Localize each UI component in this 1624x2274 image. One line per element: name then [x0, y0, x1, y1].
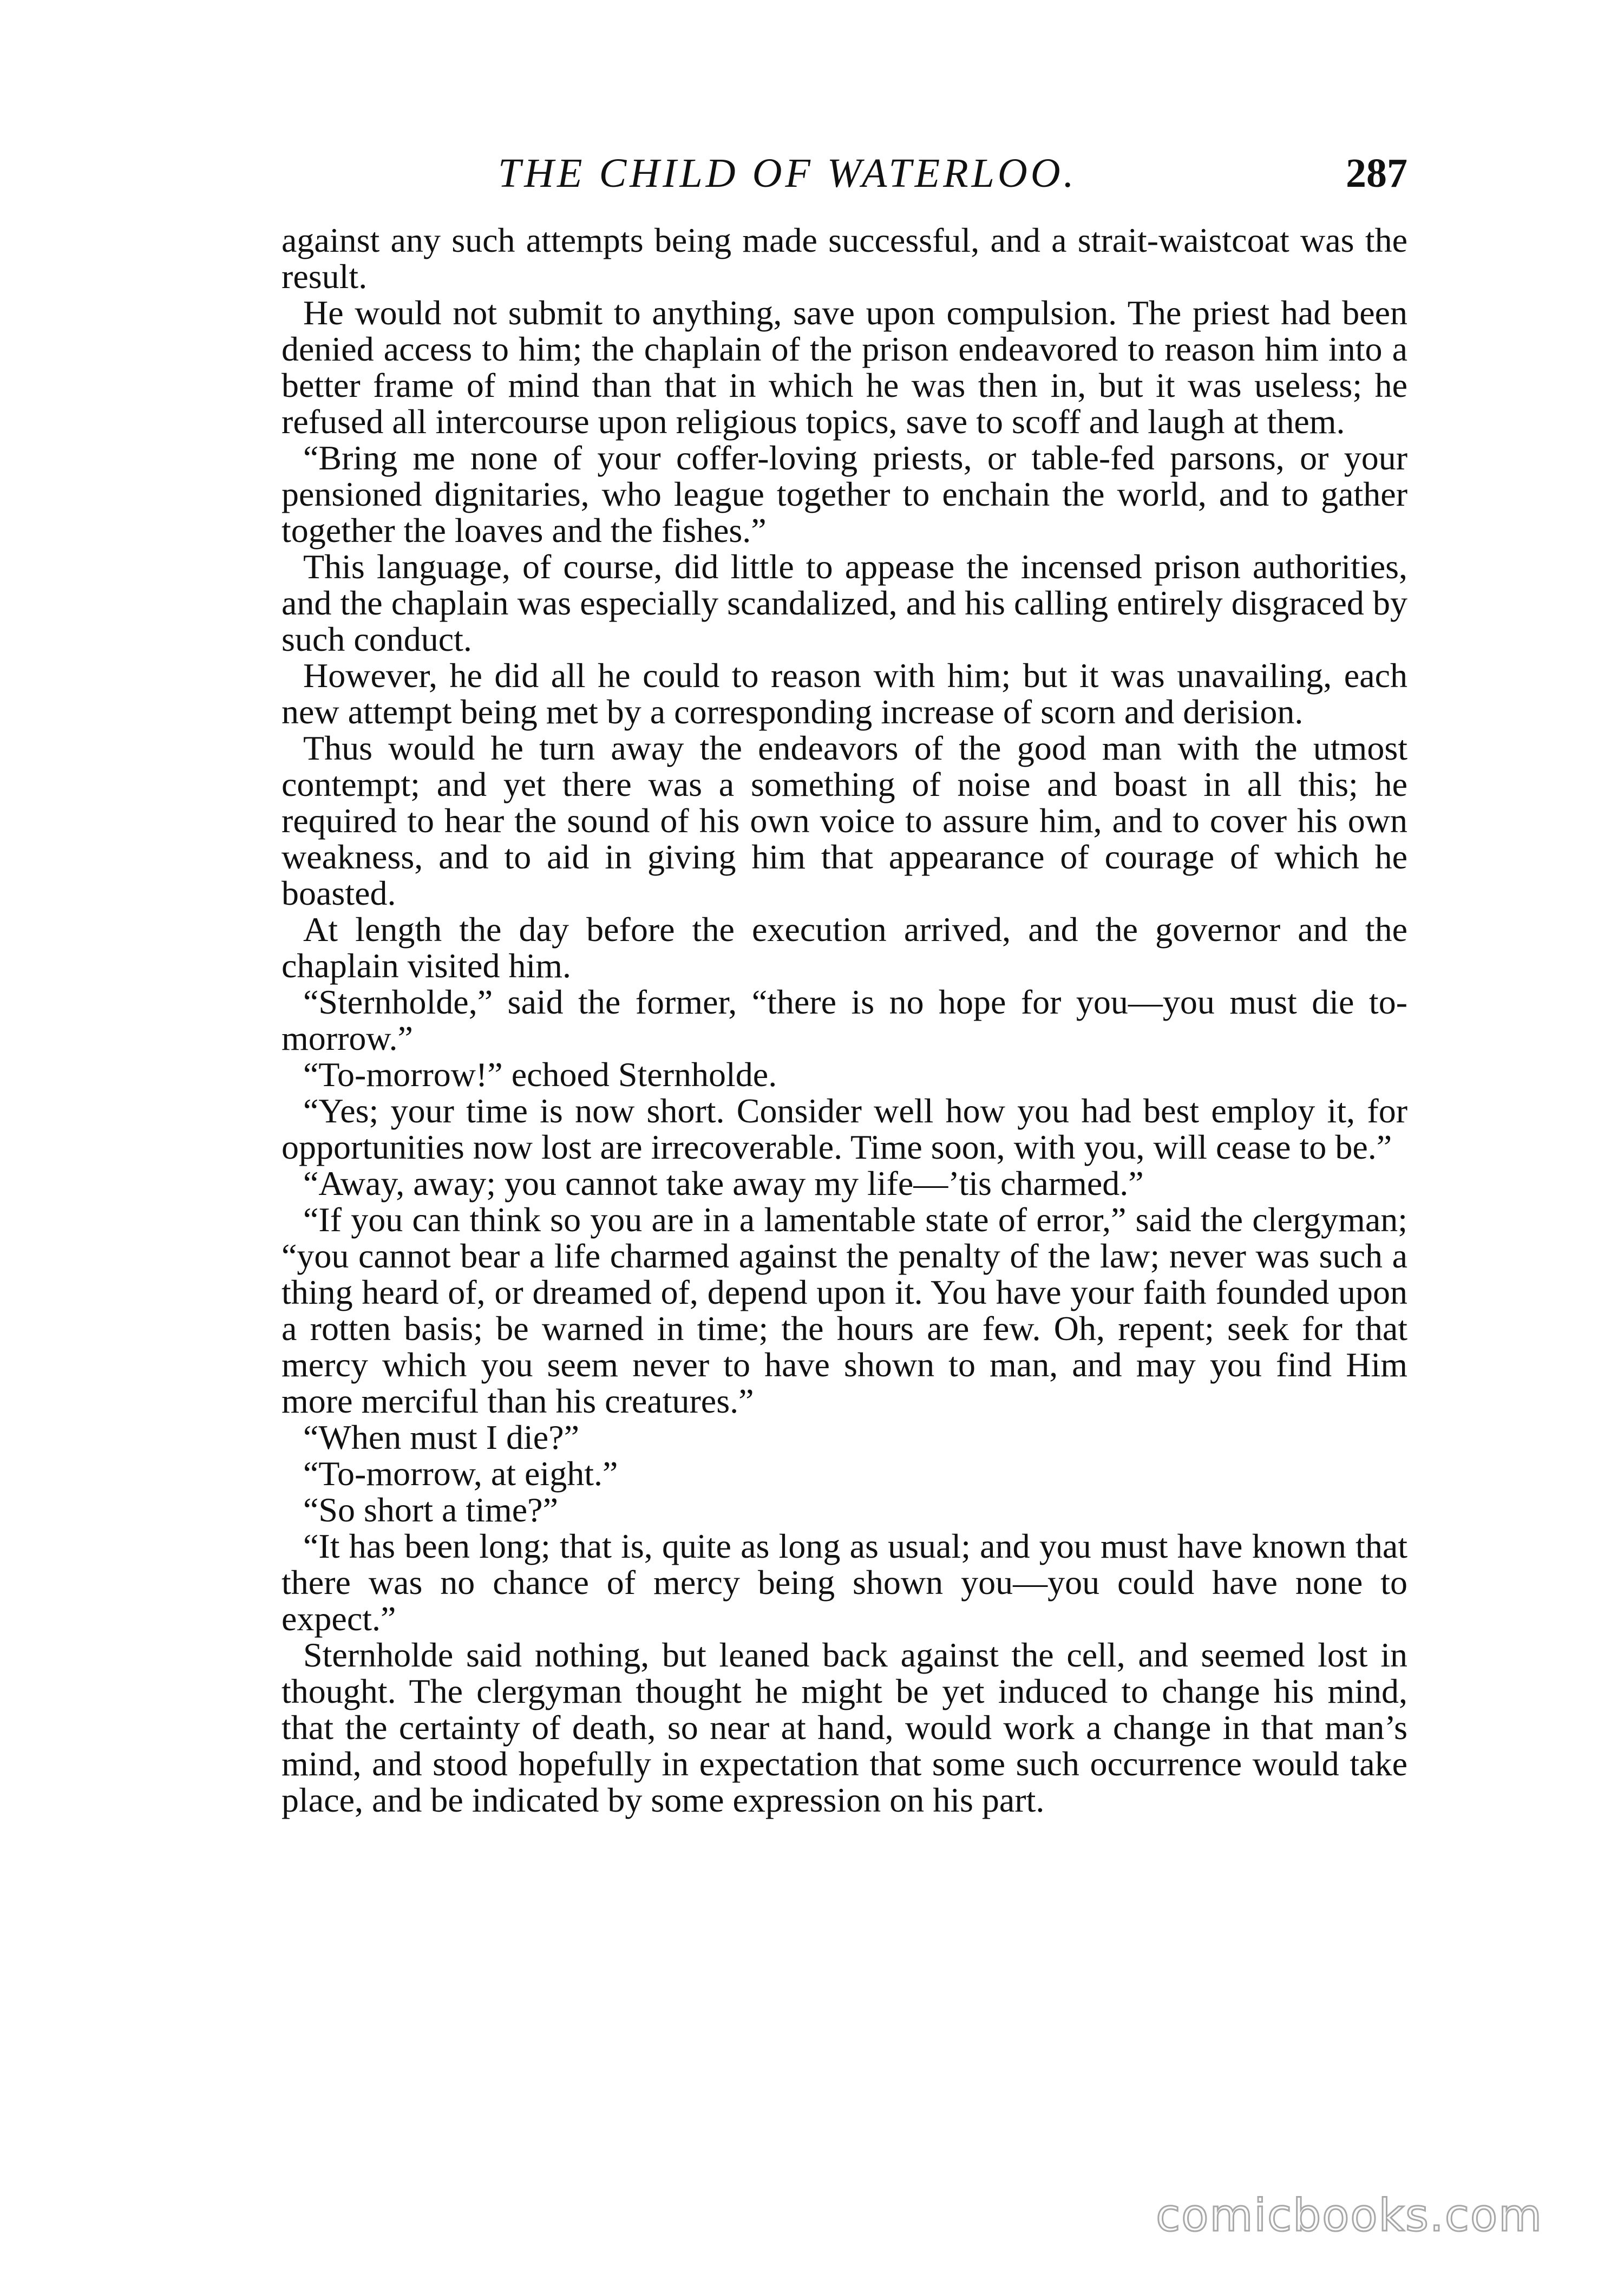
page-number: 287 — [1346, 151, 1407, 196]
paragraph: “If you can think so you are in a lamentable state of error,” said the clergyman; “you cannot bear a life charmed against the penalty of the law; never was such a thing heard of, or dreamed of, depend upon it. You have your faith founded upon a rotten basis; be warned in time; the hours are few. Oh, repent; seek for that mercy which you seem never to have shown to man, and may you find Him more merciful than his creatures.” — [281, 1200, 1407, 1420]
paragraph: He would not submit to anything, save upon compulsion. The priest had been denied access to him; the chaplain of the prison endeavored to reason him into a better frame of mind than that in which he was then in, but it was useless; he refused all intercourse upon religious topics, save to scoff and laugh at them. — [281, 293, 1407, 441]
paragraph: “To-morrow!” echoed Sternholde. — [303, 1055, 777, 1094]
paragraph: “To-morrow, at eight.” — [303, 1454, 618, 1493]
paragraph: Thus would he turn away the endeavors of the good man with the utmost contempt; and yet there was a something of noise and boast in all this; he required to hear the sound of his own voice to assure him, and to cover his own weakness, and to aid in giving him that appearance of courage of which he boasted. — [281, 729, 1407, 912]
watermark: comicbooks.com — [1156, 2190, 1543, 2242]
page-header — [281, 146, 1407, 200]
paragraph: However, he did all he could to reason with him; but it was unavailing, each new attempt being met by a corresponding increase of scorn and derision. — [281, 656, 1407, 731]
paragraph: “Sternholde,” said the former, “there is no hope for you—you must die to-morrow.” — [281, 983, 1407, 1057]
paragraph: “Yes; your time is now short. Consider well how you had best employ it, for opportunities now lost are irrecoverable. Time soon, with you, will cease to be.” — [281, 1092, 1407, 1166]
paragraph: “It has been long; that is, quite as long as usual; and you must have known that there was no chance of mercy being shown you—you could have none to expect.” — [281, 1527, 1407, 1638]
paragraph: “So short a time?” — [303, 1491, 558, 1529]
running-title: THE CHILD OF WATERLOO. — [498, 151, 1077, 196]
paragraph: “When must I die?” — [303, 1418, 579, 1456]
paragraph: This language, of course, did little to appease the incensed prison authorities, and the chaplain was especially scandalized, and his calling entirely disgraced by such conduct. — [281, 547, 1407, 658]
paragraph: At length the day before the execution arrived, and the governor and the chaplain visited him. — [281, 910, 1407, 985]
paragraph: Sternholde said nothing, but leaned back against the cell, and seemed lost in thought. The clergyman thought he might be yet induced to change his mind, that the certainty of death, so near at hand, would work a change in that man’s mind, and stood hopefully in expectation that some such occurrence would take place, and be indicated by some expression on his part. — [281, 1636, 1407, 1819]
paragraph: “Bring me none of your coffer-loving priests, or table-fed parsons, or your pensioned dignitaries, who league together to enchain the world, and to gather together the loaves and the fishes.” — [281, 439, 1407, 550]
paragraph: “Away, away; you cannot take away my life—’tis charmed.” — [303, 1164, 1144, 1203]
body-text — [281, 222, 1407, 1818]
paragraph: against any such attempts being made successful, and a strait-waistcoat was the result. — [281, 221, 1407, 296]
